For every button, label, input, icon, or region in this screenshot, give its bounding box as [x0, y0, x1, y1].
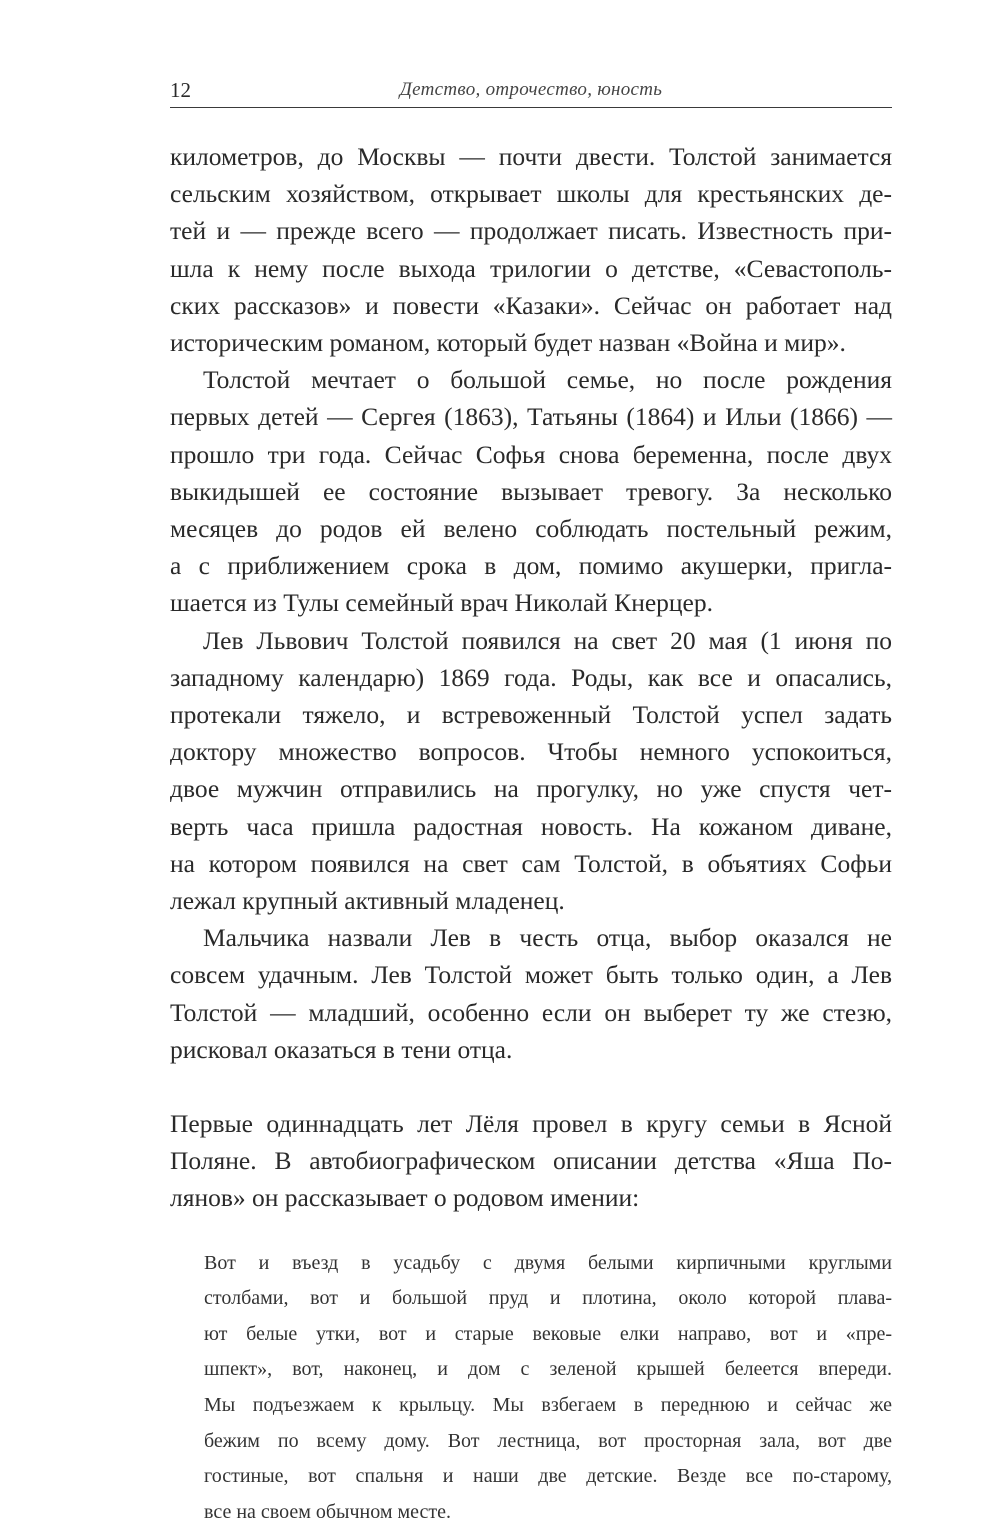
page-body — [170, 138, 892, 1530]
paragraph — [170, 622, 892, 920]
text-line: тей и — прежде всего — продолжает писать. Известность при- — [170, 216, 892, 246]
page-number: 12 — [170, 78, 191, 102]
text-line: двое мужчин отправились на прогулку, но уже спустя чет- — [170, 774, 892, 804]
text-line: верть часа пришла радостная новость. На кожаном диване, — [170, 811, 892, 841]
quote-line: ют белые утки, вот и старые вековые елки направо, вот и «пре- — [204, 1322, 892, 1345]
quote-line: Вот и въезд в усадьбу с двумя белыми кирпичными круглыми — [204, 1251, 892, 1274]
text-line: выкидышей ее состояние вызывает тревогу. За несколько — [170, 476, 892, 506]
text-line: Поляне. В автобиографическом описании детства «Яша По- — [170, 1146, 892, 1176]
body-text — [170, 138, 892, 1217]
text-line: шается из Тулы семейный врач Николай Кнерцер. — [170, 588, 713, 618]
running-header — [170, 76, 892, 108]
quote-line: бежим по всему дому. Вот лестница, вот просторная зала, вот две — [204, 1429, 892, 1452]
paragraph — [170, 1105, 892, 1217]
text-line: Толстой — младший, особенно если он выберет ту же стезю, — [170, 997, 892, 1027]
text-line: Первые одиннадцать лет Лёля провел в кругу семьи в Ясной — [170, 1109, 892, 1139]
text-line: шла к нему после выхода трилогии о детстве, «Севастополь- — [170, 253, 892, 283]
quote-line: столбами, вот и большой пруд и плотина, около которой плава- — [204, 1287, 892, 1310]
section-break — [170, 1068, 892, 1105]
text-line: километров, до Москвы — почти двести. Толстой занимается — [170, 142, 892, 171]
block-quote — [170, 1246, 892, 1530]
text-line: Мальчика назвали Лев в честь отца, выбор оказался не — [203, 923, 892, 953]
text-line: месяцев до родов ей велено соблюдать постельный режим, — [170, 514, 892, 544]
text-line: а с приближением срока в дом, помимо акушерки, пригла- — [170, 551, 892, 581]
running-title: Детство, отрочество, юность — [399, 79, 663, 100]
text-line: доктору множество вопросов. Чтобы немного успокоиться, — [170, 737, 892, 767]
text-line: Толстой мечтает о большой семье, но после рождения — [203, 365, 892, 395]
text-line: первых детей — Сергея (1863), Татьяны (1864) и Ильи (1866) — — [170, 402, 892, 432]
text-line: лянов» он рассказывает о родовом имении: — [170, 1183, 640, 1213]
text-line: совсем удачным. Лев Толстой может быть только один, а Лев — [170, 960, 892, 990]
text-line: прошло три года. Сейчас Софья снова беременна, после двух — [170, 439, 892, 469]
text-line: историческим романом, который будет назван «Война и мир». — [170, 328, 846, 358]
text-line: лежал крупный активный младенец. — [170, 886, 565, 916]
text-line: ских рассказов» и повести «Казаки». Сейчас он работает над — [170, 290, 892, 320]
quote-line: все на своем обычном месте. — [204, 1500, 452, 1523]
text-line: Лев Львович Толстой появился на свет 20 мая (1 июня по — [203, 625, 892, 655]
quote-line: Мы подъезжаем к крыльцу. Мы взбегаем в переднюю и сейчас же — [204, 1394, 892, 1417]
paragraph — [170, 361, 892, 621]
text-line: на котором появился на свет сам Толстой, в объятиях Софьи — [170, 848, 892, 878]
paragraph — [170, 919, 892, 1068]
text-line: сельским хозяйством, открывает школы для крестьянских де- — [170, 179, 892, 209]
quote-line: шпект», вот, наконец, и дом с зеленой крышей белеется впереди. — [204, 1358, 892, 1381]
text-line: протекали тяжело, и встревоженный Толстой успел задать — [170, 700, 892, 730]
quote-line: гостиные, вот спальня и наши две детские. Везде все по-старому, — [204, 1465, 892, 1488]
text-line: западному календарю) 1869 года. Роды, как все и опасались, — [170, 662, 892, 692]
paragraph — [170, 138, 892, 361]
text-line: рисковал оказаться в тени отца. — [170, 1034, 513, 1064]
